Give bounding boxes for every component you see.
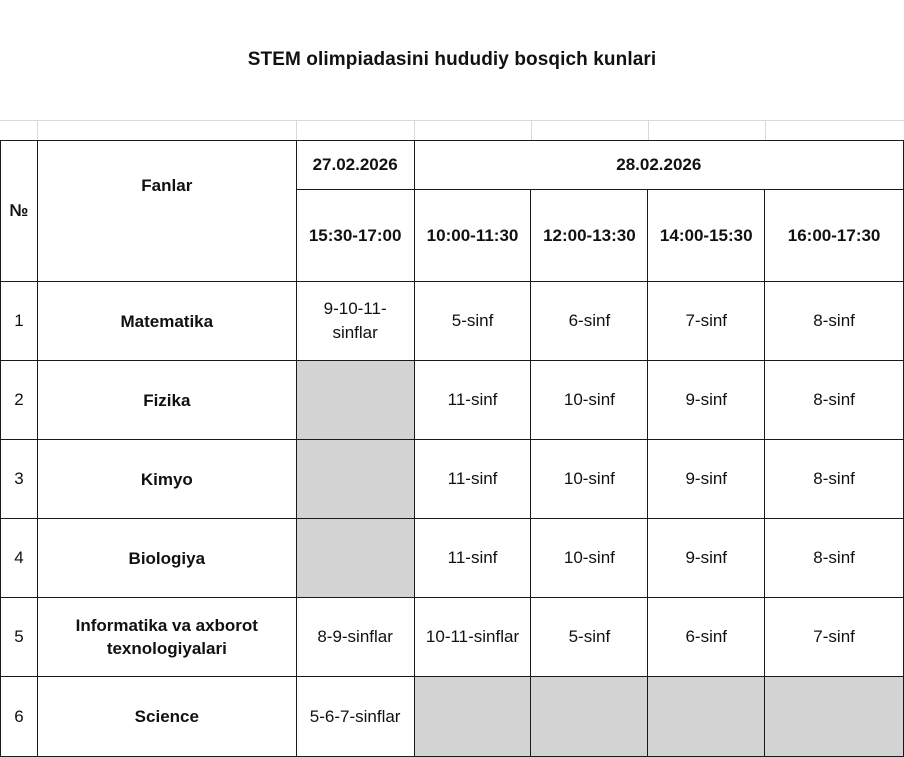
header-time-slot: 15:30-17:00	[296, 190, 414, 282]
schedule-cell: 9-sinf	[648, 519, 765, 598]
table-row	[1, 519, 904, 598]
gridline	[531, 120, 532, 140]
header-time-slot: 12:00-13:30	[531, 190, 648, 282]
schedule-cell: 9-10-11- sinflar	[296, 282, 414, 361]
schedule-cell: 9-sinf	[648, 361, 765, 440]
table-row	[1, 598, 904, 677]
schedule-cell: 11-sinf	[414, 361, 531, 440]
row-number: 2	[1, 361, 38, 440]
schedule-cell: 8-9-sinflar	[296, 598, 414, 677]
empty-cell	[296, 519, 414, 598]
gridline	[296, 120, 297, 140]
subject-name: Informatika va axborot texnologiyalari	[37, 598, 296, 677]
empty-cell	[765, 677, 904, 757]
schedule-cell: 6-sinf	[531, 282, 648, 361]
header-time-slot: 16:00-17:30	[765, 190, 904, 282]
table-row	[1, 677, 904, 757]
gridline	[414, 120, 415, 140]
schedule-cell: 8-sinf	[765, 440, 904, 519]
schedule-cell: 10-sinf	[531, 519, 648, 598]
schedule-table	[0, 140, 904, 757]
subject-name: Matematika	[37, 282, 296, 361]
row-number: 3	[1, 440, 38, 519]
schedule-cell: 5-sinf	[414, 282, 531, 361]
schedule-cell: 7-sinf	[648, 282, 765, 361]
schedule-cell: 11-sinf	[414, 519, 531, 598]
header-subjects: Fanlar	[37, 141, 296, 282]
table-row	[1, 282, 904, 361]
schedule-cell: 10-11-sinflar	[414, 598, 531, 677]
subject-name: Fizika	[37, 361, 296, 440]
header-time-slot: 14:00-15:30	[648, 190, 765, 282]
subject-name: Biologiya	[37, 519, 296, 598]
spreadsheet-gridline-row	[0, 120, 904, 141]
table-row	[1, 440, 904, 519]
schedule-cell: 8-sinf	[765, 282, 904, 361]
empty-cell	[296, 440, 414, 519]
header-date-day1: 27.02.2026	[296, 141, 414, 190]
empty-cell	[296, 361, 414, 440]
header-number: №	[1, 141, 38, 282]
schedule-cell: 7-sinf	[765, 598, 904, 677]
row-number: 6	[1, 677, 38, 757]
sheet-title: STEM olimpiadasini hududiy bosqich kunlari	[247, 49, 657, 70]
schedule-cell: 5-sinf	[531, 598, 648, 677]
empty-cell	[531, 677, 648, 757]
schedule-cell: 10-sinf	[531, 361, 648, 440]
schedule-cell: 6-sinf	[648, 598, 765, 677]
schedule-cell: 5-6-7-sinflar	[296, 677, 414, 757]
subject-name: Science	[37, 677, 296, 757]
gridline	[37, 120, 38, 140]
header-time-slot: 10:00-11:30	[414, 190, 531, 282]
subject-name: Kimyo	[37, 440, 296, 519]
gridline	[648, 120, 649, 140]
schedule-cell: 8-sinf	[765, 361, 904, 440]
row-number: 1	[1, 282, 38, 361]
gridline	[765, 120, 766, 140]
header-date-day2: 28.02.2026	[414, 141, 903, 190]
schedule-cell: 11-sinf	[414, 440, 531, 519]
schedule-cell: 10-sinf	[531, 440, 648, 519]
empty-cell	[648, 677, 765, 757]
row-number: 5	[1, 598, 38, 677]
table-row	[1, 361, 904, 440]
row-number: 4	[1, 519, 38, 598]
schedule-cell: 9-sinf	[648, 440, 765, 519]
schedule-cell: 8-sinf	[765, 519, 904, 598]
empty-cell	[414, 677, 531, 757]
